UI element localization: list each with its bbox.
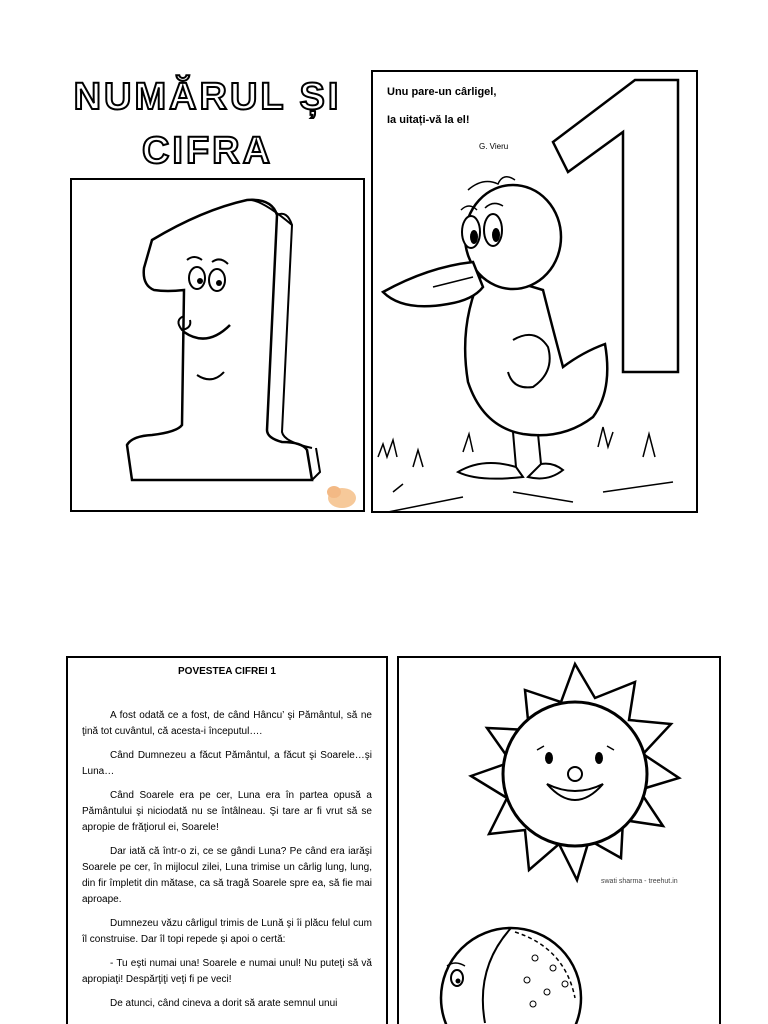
number-one-cartoon-panel [70, 178, 365, 512]
sun-moon-panel [397, 656, 721, 1024]
story-paragraph: De atunci, când cineva a dorit să arate semnul unui [110, 998, 338, 1009]
poem-line-1: Unu pare-un cârligel, [387, 86, 497, 98]
big-number-one-outline-icon [373, 72, 696, 511]
page-title [55, 70, 360, 178]
image-credit: swati sharma - treehut.in [601, 878, 678, 885]
poem-duck-panel [371, 70, 698, 513]
story-paragraph: Când Dumnezeu a făcut Pământul, a făcut şi Soarele…şi Luna… [82, 750, 372, 777]
moon-icon [415, 908, 615, 1024]
story-paragraph: Dar iată că într-o zi, ce se gândi Luna? Pe când era iarăşi Soarele pe cer, în mijlocul zilei, Luna trimise un cârlig lung, lung, din fir împletit din mătase, ca să tragă Soarele spre ea, să fie mai aproape. [82, 846, 372, 905]
poem-line-2: Ia uitați-vă la el! [387, 114, 470, 126]
title-line-2: CIFRA [141, 130, 274, 172]
story-paragraph: Când Soarele era pe cer, Luna era în partea opusă a Pământului şi niciodată nu se întâlneau. Şi tare ar fi vrut să se apropie de frăţiorul ei, Soarele! [82, 790, 372, 833]
number-one-character-illustration [72, 180, 363, 510]
story-paragraph: Dumnezeu văzu cârligul trimis de Lună şi îi plăcu felul cum îl construise. Dar îl topi repede şi apoi o certă: [82, 918, 372, 945]
poem-author: G. Vieru [479, 142, 509, 151]
story-paragraph: A fost odată ce a fost, de când Hâncu’ şi Pământul, să ne ţină tot cuvântul, că acesta-i începutul…. [82, 710, 372, 737]
story-panel [66, 656, 388, 1024]
title-line-1: NUMĂRUL ȘI [73, 76, 342, 118]
story-heading: POVESTEA CIFREI 1 [178, 666, 276, 677]
story-paragraph: - Tu eşti numai una! Soarele e numai unul! Nu puteţi să vă apropiaţi! Despărţiţi veţi fi pe veci! [82, 958, 372, 985]
sun-icon [399, 658, 719, 898]
